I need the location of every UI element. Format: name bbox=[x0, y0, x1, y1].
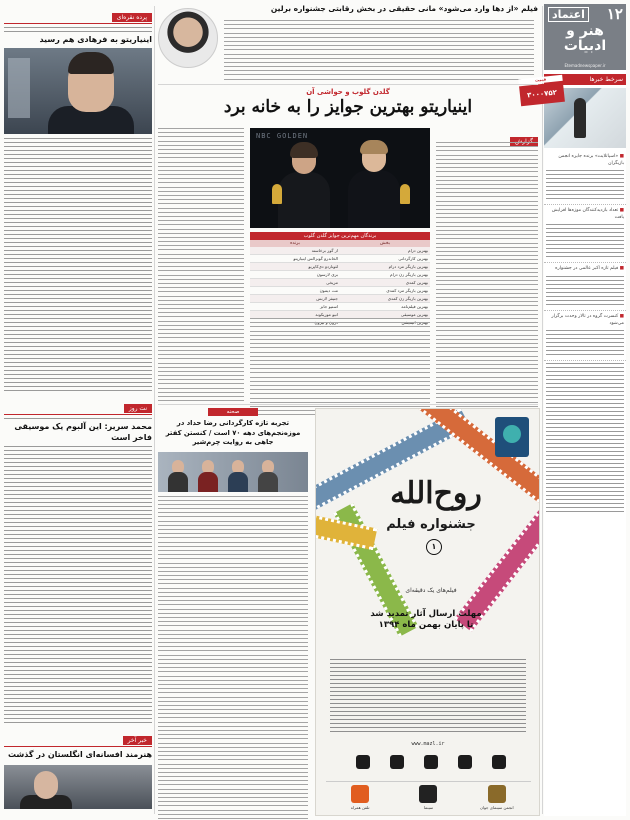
table-row bbox=[250, 295, 430, 303]
headlines-box-title: سرخط خبرها bbox=[544, 74, 626, 85]
farhadi-photo bbox=[4, 48, 152, 134]
social-icons bbox=[356, 755, 506, 769]
table-cell: بری لارسون bbox=[316, 272, 338, 277]
brand-logo: اعتماد bbox=[548, 7, 589, 22]
sponsor-logos bbox=[326, 781, 531, 813]
sponsor-logo: تلفن همراه bbox=[340, 785, 380, 810]
table-cell: بهترین بازیگر مرد درام bbox=[388, 264, 428, 269]
table-cell: بهترین فیلم‌نامه bbox=[401, 304, 428, 309]
facebook-icon[interactable] bbox=[458, 755, 472, 769]
table-cell: بهترین بازیگر زن کمدی bbox=[387, 296, 428, 301]
story-title[interactable]: تجربه تازه کارگردانی رضا حداد در موزه‌نجم‌های دهه ۷۰ است / کنستن کفتر جاهی به روایت چرم‌شیر bbox=[165, 419, 301, 447]
table-cell: بهترین درام bbox=[408, 248, 428, 253]
poster-calligraphy: روح‌الله bbox=[390, 476, 482, 511]
table-cell: انیو موریکونه bbox=[315, 312, 338, 317]
winners-table bbox=[250, 232, 430, 327]
main-headline[interactable]: اینیاریتو بهترین جوایز را به خانه برد bbox=[223, 97, 473, 117]
table-header: بخش برنده bbox=[250, 240, 430, 247]
festival-name: جشنواره فیلم bbox=[386, 517, 476, 532]
twitter-icon[interactable] bbox=[424, 755, 438, 769]
team-photo bbox=[158, 452, 308, 492]
brief-item[interactable]: ■ کنسرت گروه در تالار وحدت برگزار می‌شود bbox=[544, 311, 626, 361]
festival-subtitle: فیلم‌های یک دقیقه‌ای bbox=[405, 587, 457, 594]
table-cell: بهترین بازیگر زن درام bbox=[389, 272, 428, 277]
main-headline-block bbox=[158, 88, 538, 117]
section-tag: پرده نقره‌ای bbox=[112, 13, 152, 22]
kicker: گلدن گلوب و حواشی آن bbox=[306, 88, 390, 96]
brief-item[interactable]: ■ تعداد بازدیدکنندگان موزه‌ها افزایش یافت bbox=[544, 205, 626, 263]
sponsor-logo: انجمن سینمای جوان bbox=[477, 785, 517, 810]
brief-item bbox=[544, 361, 626, 517]
table-row bbox=[250, 279, 430, 287]
table-title: برندگان مهم‌ترین جوایز گلدن گلوب bbox=[250, 232, 430, 240]
youtube-icon[interactable] bbox=[492, 755, 506, 769]
table-cell: جنیفر لارنس bbox=[316, 296, 338, 301]
story-title[interactable]: محمد سریر: این آلبوم یک موسیقی فاخر است bbox=[14, 422, 152, 442]
table-cell: مریخی bbox=[326, 280, 338, 285]
festival-logo bbox=[495, 417, 529, 457]
table-cell: از گور برخاسته bbox=[311, 248, 338, 253]
story-title[interactable]: هنرمند افسانه‌ای انگلستان در گذشت bbox=[7, 750, 152, 760]
site-url[interactable]: Etemadnewspaper.ir bbox=[564, 63, 606, 68]
golden-globe-winners-photo: NBC GOLDEN bbox=[250, 128, 430, 228]
table-row bbox=[250, 303, 430, 311]
table-cell: بهترین بازیگر مرد کمدی bbox=[386, 288, 428, 293]
film-festival-ad[interactable] bbox=[315, 408, 540, 816]
section-title: هنر و ادبیات bbox=[563, 23, 607, 55]
masthead bbox=[544, 4, 626, 70]
table-cell: لئوناردو دی‌کاپریو bbox=[308, 264, 338, 269]
festival-url[interactable]: www.mazl.ir bbox=[411, 741, 445, 747]
top-news bbox=[158, 4, 538, 84]
table-cell: مت دیمون bbox=[319, 288, 338, 293]
story-title[interactable]: اینیاریتو به فرهادی هم رسید bbox=[39, 35, 152, 44]
table-row bbox=[250, 263, 430, 271]
table-cell: الخاندرو گونزالس اینیاریتو bbox=[293, 256, 338, 261]
table-cell: استیو جابز bbox=[319, 304, 338, 309]
top-news-title[interactable]: فیلم «از دها وارد می‌شود» مانی حقیقی در بخش رقابتی جشنواره برلین bbox=[270, 4, 538, 13]
section-tag: خبر آخر bbox=[123, 736, 152, 745]
obituary-photo bbox=[4, 765, 152, 809]
table-cell: بهترین کارگردانی bbox=[398, 256, 428, 261]
brief-item[interactable]: ■ فیلم تازه اکبر عالمی در جشنواره bbox=[544, 263, 626, 310]
right-column bbox=[544, 4, 626, 816]
instagram-icon[interactable] bbox=[356, 755, 370, 769]
brief-item[interactable]: ■ «اسپاتلایت» برنده جایزه انجمن بازیگران bbox=[544, 151, 626, 205]
festival-edition: ۱ bbox=[426, 539, 442, 555]
deadline-text: مهلت ارسال آثار تمدید شد تا پایان بهمن ماه ۱۳۹۴ bbox=[370, 609, 482, 631]
telegram-icon[interactable] bbox=[390, 755, 404, 769]
left-column bbox=[4, 4, 152, 816]
theatre-story bbox=[158, 408, 308, 820]
price-badge: قیمت ۳۰۰۰۷۵۲ bbox=[519, 82, 565, 106]
section-tag: صحنه bbox=[208, 408, 258, 416]
table-row bbox=[250, 287, 430, 295]
table-row bbox=[250, 271, 430, 279]
page-number: ۱۲ bbox=[606, 5, 623, 23]
director-portrait bbox=[158, 8, 218, 68]
table-row bbox=[250, 255, 430, 263]
festival-info bbox=[330, 659, 526, 735]
table-cell: بهترین کمدی bbox=[405, 280, 428, 285]
table-cell: بهترین موسیقی bbox=[400, 312, 428, 317]
sponsor-logo: سینما bbox=[408, 785, 448, 810]
section-tag: نت روز bbox=[124, 404, 152, 413]
table-row bbox=[250, 247, 430, 255]
